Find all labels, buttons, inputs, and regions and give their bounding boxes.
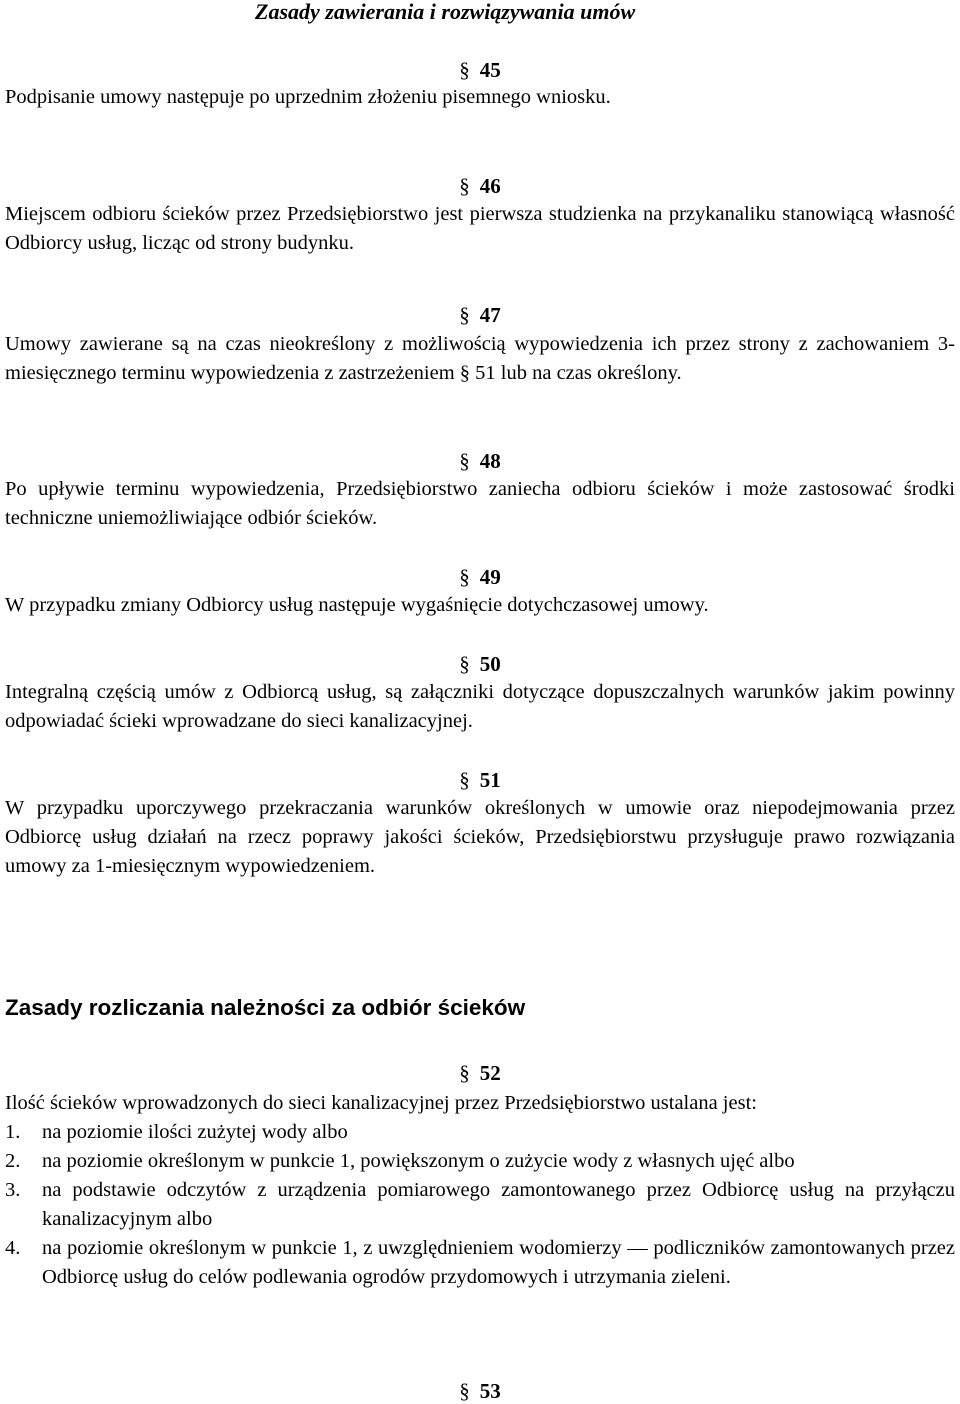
list-item <box>5 1118 955 1147</box>
paragraph-number-45 <box>5 57 955 83</box>
list-item <box>5 1234 955 1292</box>
list-item-marker: 3. <box>5 1179 21 1201</box>
section-symbol: § <box>459 174 470 198</box>
paragraph-text-47 <box>5 330 955 388</box>
paragraph-number-52 <box>5 1060 955 1086</box>
section-symbol: § <box>459 565 470 589</box>
section-symbol: § <box>459 652 470 676</box>
section-symbol: § <box>459 303 470 327</box>
paragraph-number: 52 <box>479 1061 501 1085</box>
paragraph-text-52: Ilość ścieków wprowadzonych do sieci kanalizacyjnej przez Przedsiębiorstwo ustalana jest: <box>5 1092 757 1114</box>
section-symbol: § <box>459 362 471 384</box>
paragraph-text-part: Umowy zawierane są na czas nieokreślony z możliwością wypowiedzenia ich przez strony z zachowaniem 3-miesięcznego terminu wypowiedzenia z zastrzeżeniem <box>5 333 955 384</box>
paragraph-text-48: Po upływie terminu wypowiedzenia, Przedsiębiorstwo zaniecha odbioru ścieków i może zastosować środki techniczne uniemożliwiające odbiór ścieków. <box>5 478 955 529</box>
section-title-settlements: Zasady rozliczania należności za odbiór ścieków <box>5 995 526 1020</box>
list-item-text: na poziomie ilości zużytej wody albo <box>42 1121 348 1143</box>
paragraph-number: 50 <box>479 652 501 676</box>
paragraph-number: 53 <box>479 1379 501 1403</box>
paragraph-number-48 <box>5 448 955 474</box>
list-item <box>5 1147 955 1176</box>
list-item-marker: 1. <box>5 1121 21 1143</box>
paragraph-text-part: lub na czas określony. <box>500 362 682 384</box>
paragraph-number-47 <box>5 302 955 328</box>
paragraph-number-49 <box>5 564 955 590</box>
list-item-text: na poziomie określonym w punkcie 1, powiększonym o zużycie wody z własnych ujęć albo <box>42 1150 795 1172</box>
paragraph-text-50: Integralną częścią umów z Odbiorcą usług, są załączniki dotyczące dopuszczalnych warunków jakim powinny odpowiadać ścieki wprowadzane do sieci kanalizacyjnej. <box>5 681 955 732</box>
settlement-methods-list <box>5 1118 955 1292</box>
section-symbol: § <box>459 449 470 473</box>
list-item-text: na poziomie określonym w punkcie 1, z uwzględnieniem wodomierzy — podliczników zamontowanych przez Odbiorcę usług do celów podlewania ogrodów przydomowych i utrzymania zieleni. <box>42 1237 955 1288</box>
list-item <box>5 1176 955 1234</box>
section-symbol: § <box>459 768 470 792</box>
paragraph-number-53 <box>5 1378 955 1404</box>
section-symbol: § <box>459 1061 470 1085</box>
section-reference: 51 <box>475 362 496 384</box>
paragraph-number: 46 <box>479 174 501 198</box>
section-title-contracts: Zasady zawierania i rozwiązywania umów <box>255 0 636 24</box>
paragraph-text-49: W przypadku zmiany Odbiorcy usług następuje wygaśnięcie dotychczasowej umowy. <box>5 594 709 616</box>
paragraph-number: 51 <box>479 768 501 792</box>
section-symbol: § <box>459 1379 470 1403</box>
paragraph-text-51: W przypadku uporczywego przekraczania warunków określonych w umowie oraz niepodejmowania przez Odbiorcę usług działań na rzecz poprawy jakości ścieków, Przedsiębiorstwu przysługuje prawo rozwiązania umowy za 1-miesięcznym wypowiedzeniem. <box>5 797 955 877</box>
paragraph-text-45: Podpisanie umowy następuje po uprzednim złożeniu pisemnego wniosku. <box>5 86 611 108</box>
list-item-marker: 4. <box>5 1237 21 1259</box>
paragraph-text-46: Miejscem odbioru ścieków przez Przedsiębiorstwo jest pierwsza studzienka na przykanaliku stanowiącą własność Odbiorcy usług, licząc od strony budynku. <box>5 203 955 254</box>
paragraph-number: 45 <box>479 58 501 82</box>
paragraph-number-51 <box>5 767 955 793</box>
paragraph-number: 48 <box>479 449 501 473</box>
paragraph-number: 49 <box>479 565 501 589</box>
section-symbol: § <box>459 58 470 82</box>
paragraph-number: 47 <box>479 303 501 327</box>
paragraph-number-50 <box>5 651 955 677</box>
list-item-text: na podstawie odczytów z urządzenia pomiarowego zamontowanego przez Odbiorcę usług na przyłączu kanalizacyjnym albo <box>42 1179 955 1230</box>
paragraph-number-46 <box>5 173 955 199</box>
list-item-marker: 2. <box>5 1150 21 1172</box>
